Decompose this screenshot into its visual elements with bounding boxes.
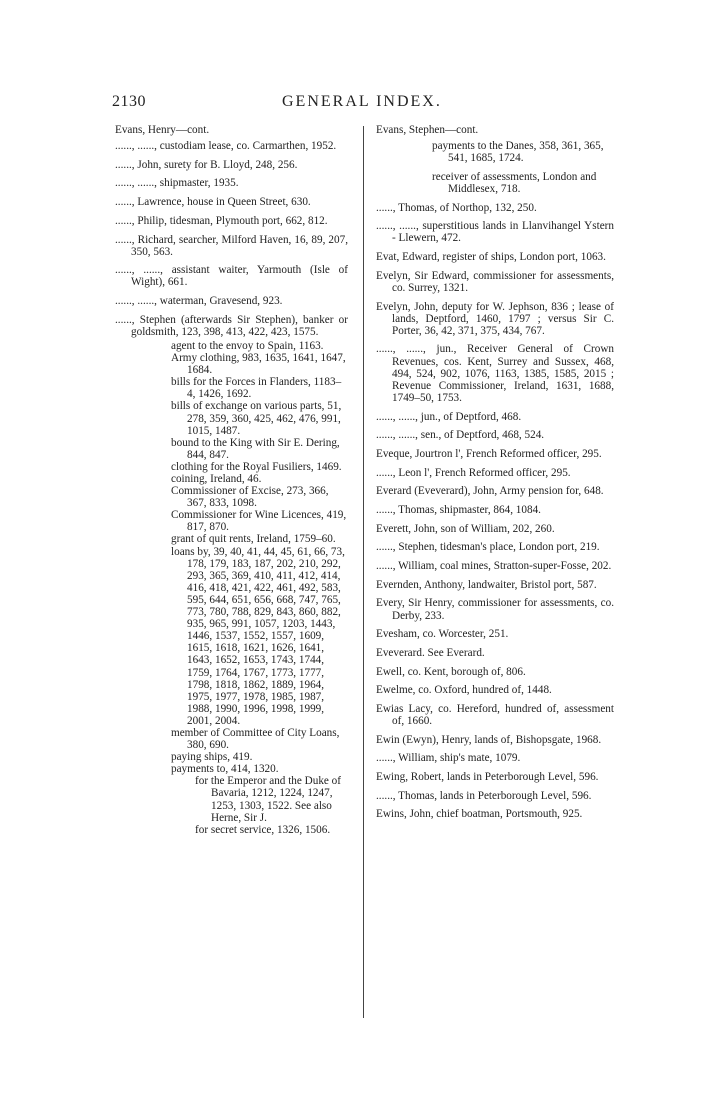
sub-entry: paying ships, 419. <box>171 751 253 764</box>
index-entry: Ewin (Ewyn), Henry, lands of, Bishopsgate, 1968. <box>376 733 602 746</box>
sub-entry: Commissioner for Wine Licences, 419, 817, 870. <box>171 509 347 534</box>
index-entry: ......, William, coal mines, Stratton-super-Fosse, 202. <box>376 560 612 573</box>
index-entry: Ewins, John, chief boatman, Portsmouth, 925. <box>376 808 583 821</box>
index-entry: ......, ......, custodiam lease, co. Carmarthen, 1952. <box>115 140 337 153</box>
index-entry: ......, Richard, searcher, Milford Haven, 16, 89, 207, 350, 563. <box>115 233 348 258</box>
index-entry: ......, Thomas, of Northop, 132, 250. <box>376 201 537 214</box>
continued-sub-entry: payments to the Danes, 358, 361, 365, 541, 1685, 1724. <box>432 140 604 165</box>
index-entry: ......, ......, sen., of Deptford, 468, 524. <box>376 429 545 442</box>
sub-entry: member of Committee of City Loans, 380, 690. <box>171 726 340 752</box>
index-entry: ......, John, surety for B. Lloyd, 248, 256. <box>115 158 298 171</box>
index-entry: Ewias Lacy, co. Hereford, hundred of, assessment of, 1660. <box>376 702 614 728</box>
index-entry: Ewing, Robert, lands in Peterborough Level, 596. <box>376 771 599 784</box>
continued-heading: Evans, Henry—cont. <box>115 124 210 136</box>
index-entry: Evesham, co. Worcester, 251. <box>376 628 509 641</box>
index-entry: ......, ......, waterman, Gravesend, 923. <box>115 295 283 308</box>
sub-entry: coining, Ireland, 46. <box>171 473 262 485</box>
page-number: 2130 <box>112 93 146 110</box>
index-entry: Everett, John, son of William, 202, 260. <box>376 522 555 535</box>
index-entry: ......, Philip, tidesman, Plymouth port, 662, 812. <box>115 214 328 227</box>
sub-entry: Commissioner of Excise, 273, 366, 367, 833, 1098. <box>171 485 329 510</box>
index-entry: ......, Lawrence, house in Queen Street, 630. <box>115 196 311 209</box>
index-entry: ......, William, ship's mate, 1079. <box>376 752 521 765</box>
index-entry: ......, Leon l', French Reformed officer, 295. <box>376 466 571 479</box>
index-entry: ......, Thomas, shipmaster, 864, 1084. <box>376 503 541 516</box>
index-entry: Everard (Eveverard), John, Army pension for, 648. <box>376 485 604 498</box>
sub-sub-entry: for the Emperor and the Duke of Bavaria, 1212, 1224, 1247, 1253, 1303, 1522. See also Herne, Sir J. <box>195 775 342 824</box>
index-entry: Every, Sir Henry, commissioner for assessments, co. Derby, 233. <box>376 597 614 622</box>
sub-entry: grant of quit rents, Ireland, 1759–60. <box>171 533 336 546</box>
sub-entry: clothing for the Royal Fusiliers, 1469. <box>171 460 342 473</box>
index-entry: Eveverard. See Everard. <box>376 646 485 659</box>
index-entry: ......, ......, assistant waiter, Yarmouth (Isle of Wight), 661. <box>115 264 348 289</box>
sub-sub-entry: for secret service, 1326, 1506. <box>195 823 331 836</box>
sub-entry: bound to the King with Sir E. Dering, 844, 847. <box>171 436 340 461</box>
continued-heading: Evans, Stephen—cont. <box>376 124 479 136</box>
index-entry: Ewelme, co. Oxford, hundred of, 1448. <box>376 684 552 697</box>
index-entry: ......, ......, superstitious lands in Llanvihangel Ystern - Llewern, 472. <box>376 220 614 245</box>
sub-entry: payments to, 414, 1320. <box>171 763 279 776</box>
sub-entry: agent to the envoy to Spain, 1163. <box>171 339 324 352</box>
index-entry: ......, ......, jun., Receiver General of Crown Revenues, cos. Kent, Surrey and Sussex, 468, 494, 524, 902, 1076, 1163, 1385, 1585, 2015 ; Revenue Commissioner, Ireland, 1631, 1688, 1749–50, 1753. <box>376 343 614 404</box>
index-entry: ......, Thomas, lands in Peterborough Level, 596. <box>376 789 592 802</box>
index-entry: ......, ......, shipmaster, 1935. <box>115 177 239 190</box>
sub-entry: Army clothing, 983, 1635, 1641, 1647, 1684. <box>171 352 346 377</box>
index-entry: ......, Stephen, tidesman's place, London port, 219. <box>376 541 600 554</box>
index-entry: Eveque, Jourtron l', French Reformed officer, 295. <box>376 447 602 460</box>
sub-entry: loans by, 39, 40, 41, 44, 45, 61, 66, 73, 178, 179, 183, 187, 202, 210, 292, 293, 365, 369, 410, 411, 412, 414, 416, 418, 421, 422, 461, 492, 583, 595, 644, 651, 656, 668, 747, 765, 773, 780, 788, 829, 843, 860, 882, 935, 965, 991, 1057, 1203, 1443, 1446, 1537, 1552, 1557, 1609, 1615, 1618, 1621, 1626, 1641, 1643, 1652, 1653, 1743, 1744, 1759, 1764, 1767, 1773, 1777, 1798, 1818, 1862, 1889, 1964, 1975, 1977, 1978, 1985, 1987, 1988, 1990, 1996, 1998, 1999, 2001, 2004. <box>171 545 345 727</box>
index-entry: Ewell, co. Kent, borough of, 806. <box>376 665 526 678</box>
sub-entry: bills of exchange on various parts, 51, 278, 359, 360, 425, 462, 476, 991, 1015, 1487. <box>171 400 342 437</box>
index-entry: Evelyn, John, deputy for W. Jephson, 836 ; lease of lands, Deptford, 1460, 1797 ; versus Sir C. Porter, 36, 42, 371, 375, 434, 767. <box>376 300 614 337</box>
sub-entry: bills for the Forces in Flanders, 1183–4, 1426, 1692. <box>171 376 342 401</box>
index-entry: Evelyn, Sir Edward, commissioner for assessments, co. Surrey, 1321. <box>376 269 614 294</box>
page-title: GENERAL INDEX. <box>282 93 442 110</box>
index-entry: Evernden, Anthony, landwaiter, Bristol port, 587. <box>376 578 597 591</box>
index-entry: Evat, Edward, register of ships, London port, 1063. <box>376 251 606 264</box>
index-entry: ......, Stephen (afterwards Sir Stephen), banker or goldsmith, 123, 398, 413, 422, 423, 1575. <box>115 313 348 338</box>
continued-sub-entry: receiver of assessments, London and Middlesex, 718. <box>432 170 597 195</box>
index-entry: ......, ......, jun., of Deptford, 468. <box>376 410 522 423</box>
